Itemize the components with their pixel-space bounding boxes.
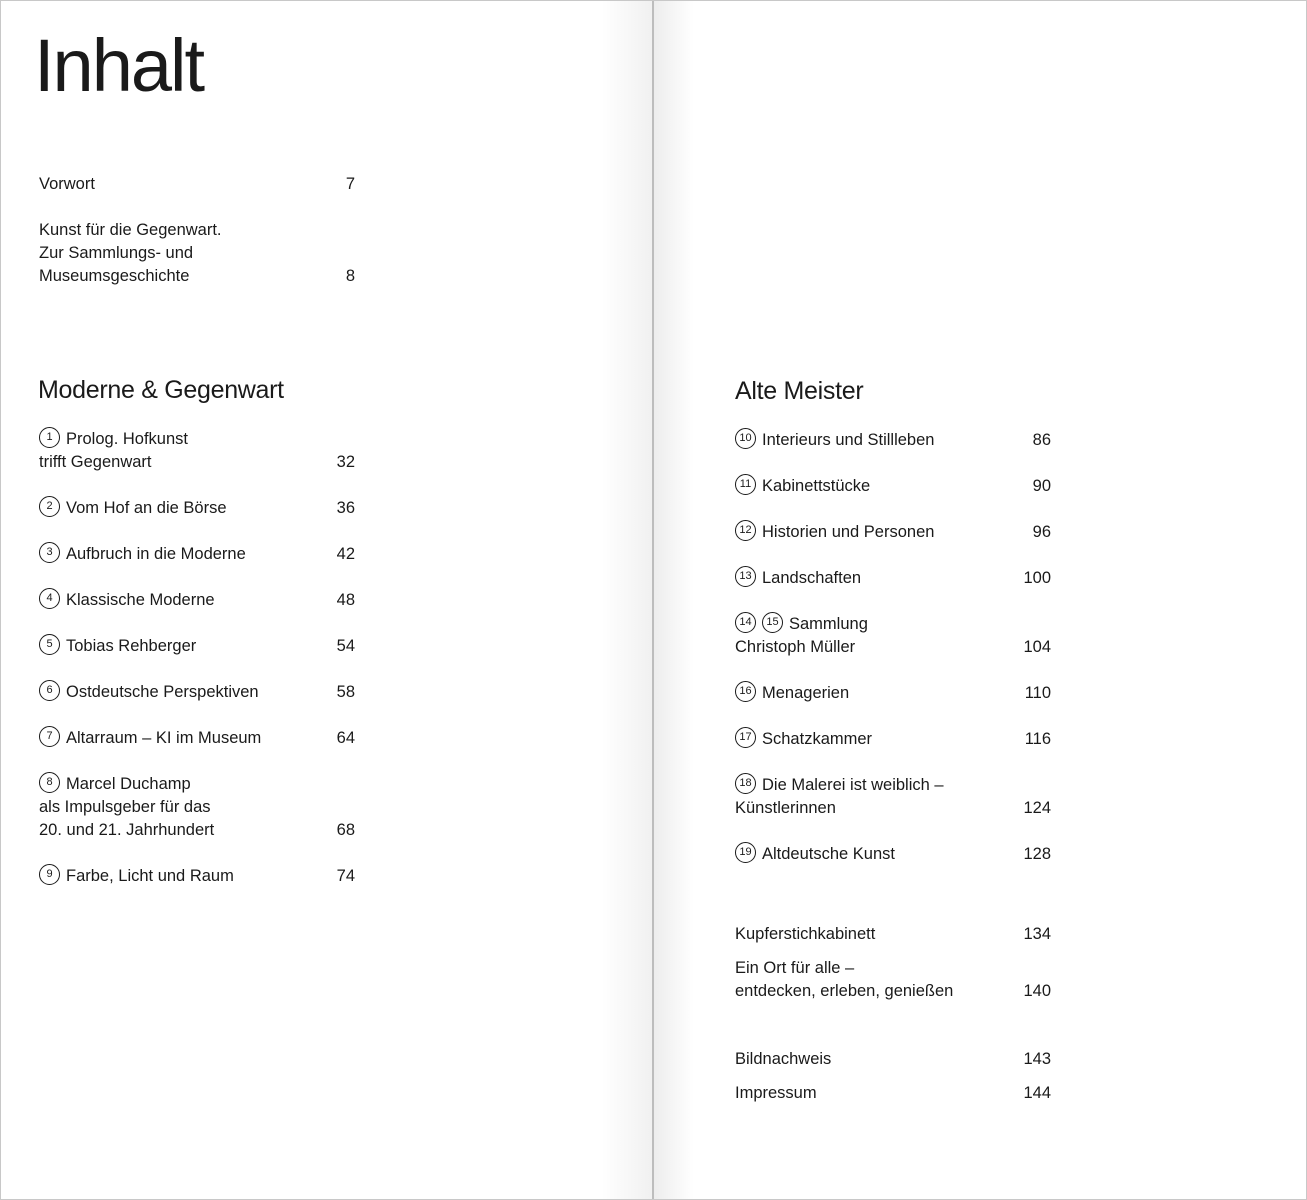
page-title: Inhalt: [34, 24, 204, 107]
chapter-title: Interieurs und Stillleben: [762, 431, 935, 449]
chapter-label: [39, 499, 227, 517]
chapter-number-badge: 14: [735, 612, 756, 633]
chapter-entry: [39, 635, 355, 658]
chapter-entry: [39, 543, 355, 566]
chapter-number-badge: 4: [39, 588, 60, 609]
chapter-entry: [735, 613, 1051, 659]
toc-entry-kupferstichkabinett: [735, 923, 1051, 946]
toc-entry-impressum: [735, 1082, 1051, 1105]
chapter-page-number: 58: [336, 683, 355, 701]
gutter-shadow-left: [601, 1, 653, 1199]
right-page: [654, 1, 1306, 1199]
back-matter-list: [735, 923, 1051, 1003]
chapter-title: Menagerien: [762, 684, 850, 702]
toc-entry-page: 143: [1023, 1050, 1051, 1068]
moderne-chapter-list: [39, 428, 355, 911]
chapter-number-badge: 8: [39, 772, 60, 793]
chapter-title: Ostdeutsche Perspektiven: [66, 683, 259, 701]
chapter-label: [735, 730, 872, 748]
chapter-label: [39, 729, 261, 747]
chapter-page-number: 128: [1023, 845, 1051, 863]
chapter-entry: [735, 475, 1051, 498]
chapter-page-number: 124: [1023, 799, 1051, 817]
chapter-label: [735, 684, 849, 702]
chapter-entry: [735, 682, 1051, 705]
toc-entry-kunst-fuer-die-gegenwart: [39, 219, 355, 288]
alte-meister-chapter-list: [735, 429, 1051, 889]
chapter-label: [735, 569, 861, 587]
chapter-number-badge: 13: [735, 566, 756, 587]
chapter-page-number: 42: [336, 545, 355, 563]
toc-entry-label: Kupferstichkabinett: [735, 925, 876, 943]
front-matter-list: [39, 173, 355, 288]
chapter-entry: [735, 774, 1051, 820]
chapter-label: [735, 615, 868, 656]
chapter-entry: [39, 589, 355, 612]
chapter-page-number: 32: [336, 453, 355, 471]
chapter-label: [39, 637, 196, 655]
chapter-label: [735, 845, 895, 863]
chapter-label: [735, 477, 870, 495]
chapter-label: [735, 776, 944, 817]
chapter-title: Klassische Moderne: [66, 591, 215, 609]
chapter-label: [39, 683, 259, 701]
toc-entry-label: Kunst für die Gegenwart. Zur Sammlungs- und Museumsgeschichte: [39, 221, 222, 285]
chapter-number-badge: 9: [39, 864, 60, 885]
chapter-title: Schatzkammer: [762, 730, 873, 748]
chapter-title: Kabinettstücke: [762, 477, 871, 495]
toc-entry-label: Vorwort: [39, 175, 95, 193]
chapter-number-badge: 6: [39, 680, 60, 701]
chapter-entry: [39, 681, 355, 704]
chapter-page-number: 96: [1032, 523, 1051, 541]
chapter-number-badge: 10: [735, 428, 756, 449]
toc-entry-label: Impressum: [735, 1084, 817, 1102]
chapter-number-badge: 11: [735, 474, 756, 495]
chapter-title: Historien und Personen: [762, 523, 935, 541]
chapter-title: Tobias Rehberger: [66, 637, 197, 655]
chapter-entry: [735, 521, 1051, 544]
chapter-page-number: 116: [1024, 730, 1051, 748]
chapter-page-number: 48: [336, 591, 355, 609]
chapter-entry: [39, 428, 355, 474]
chapter-entry: [39, 727, 355, 750]
toc-entry-label: Ein Ort für alle – entdecken, erleben, genießen: [735, 959, 954, 1000]
toc-entry-page: 134: [1023, 925, 1051, 943]
chapter-title: Sammlung Christoph Müller: [735, 615, 868, 656]
chapter-page-number: 100: [1023, 569, 1051, 587]
chapter-page-number: 90: [1032, 477, 1051, 495]
chapter-label: [39, 430, 188, 471]
toc-entry-vorwort: [39, 173, 355, 196]
appendix-list: [735, 1048, 1051, 1105]
toc-entry-page: 140: [1023, 982, 1051, 1000]
chapter-entry: [39, 865, 355, 888]
chapter-title: Prolog. Hofkunst trifft Gegenwart: [39, 430, 188, 471]
toc-entry-page: 144: [1023, 1084, 1051, 1102]
chapter-title: Marcel Duchamp als Impulsgeber für das 20. und 21. Jahrhundert: [39, 775, 215, 839]
toc-entry-page: 7: [345, 175, 355, 193]
chapter-page-number: 86: [1032, 431, 1051, 449]
chapter-entry: [39, 497, 355, 520]
chapter-page-number: 104: [1023, 638, 1051, 656]
chapter-page-number: 36: [336, 499, 355, 517]
chapter-label: [735, 523, 934, 541]
chapter-page-number: 64: [336, 729, 355, 747]
chapter-page-number: 54: [336, 637, 355, 655]
chapter-page-number: 74: [336, 867, 355, 885]
gutter-shadow-right: [654, 1, 694, 1199]
toc-entry-page: 8: [345, 267, 355, 285]
chapter-page-number: 110: [1024, 684, 1051, 702]
chapter-number-badge: 5: [39, 634, 60, 655]
chapter-label: [735, 431, 934, 449]
chapter-number-badge: 1: [39, 427, 60, 448]
chapter-number-badge: 19: [735, 842, 756, 863]
section-heading-alte-meister: Alte Meister: [735, 377, 864, 405]
chapter-title: Altarraum – KI im Museum: [66, 729, 262, 747]
chapter-number-badge: 16: [735, 681, 756, 702]
chapter-label: [39, 591, 215, 609]
chapter-title: Die Malerei ist weiblich – Künstlerinnen: [735, 776, 944, 817]
chapter-entry: [735, 728, 1051, 751]
chapter-page-number: 68: [336, 821, 355, 839]
chapter-number-badge: 3: [39, 542, 60, 563]
toc-entry-ein-ort-fuer-alle: [735, 957, 1051, 1003]
chapter-number-badge: 2: [39, 496, 60, 517]
chapter-number-badge: 17: [735, 727, 756, 748]
chapter-title: Aufbruch in die Moderne: [66, 545, 246, 563]
chapter-number-badge: 15: [762, 612, 783, 633]
chapter-entry: [39, 773, 355, 842]
left-page: [1, 1, 653, 1199]
toc-entry-bildnachweis: [735, 1048, 1051, 1071]
chapter-number-badge: 7: [39, 726, 60, 747]
chapter-entry: [735, 567, 1051, 590]
chapter-label: [39, 545, 246, 563]
chapter-entry: [735, 843, 1051, 866]
chapter-title: Farbe, Licht und Raum: [66, 867, 234, 885]
section-heading-moderne: Moderne & Gegenwart: [38, 376, 284, 404]
chapter-number-badge: 12: [735, 520, 756, 541]
chapter-title: Landschaften: [762, 569, 862, 587]
chapter-number-badge: 18: [735, 773, 756, 794]
chapter-label: [39, 867, 234, 885]
chapter-title: Vom Hof an die Börse: [66, 499, 227, 517]
chapter-label: [39, 775, 214, 839]
chapter-title: Altdeutsche Kunst: [762, 845, 895, 863]
chapter-entry: [735, 429, 1051, 452]
toc-entry-label: Bildnachweis: [735, 1050, 832, 1068]
